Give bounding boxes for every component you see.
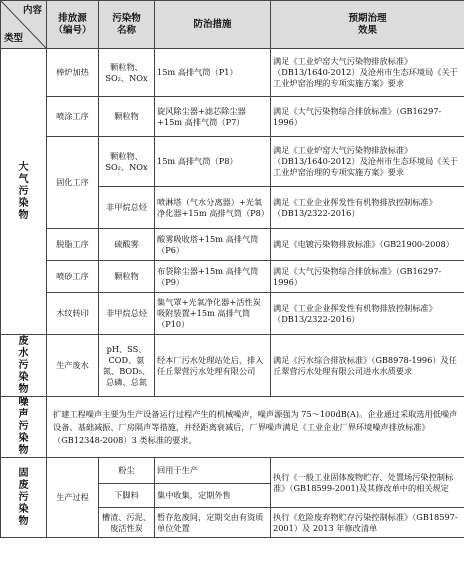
measure-cell: 集中收集，定期外售	[155, 484, 271, 508]
pollutant-cell: 颗粒物	[99, 261, 155, 293]
source-cell: 棒炉加热	[47, 49, 99, 97]
source-cell: 生产过程	[47, 458, 99, 538]
pollutant-cell: 颗粒物、SO₂、NOx	[99, 49, 155, 97]
source-cell: 喷砂工序	[47, 261, 99, 293]
content-label: 内容	[22, 5, 42, 16]
source-cell: 脱脂工序	[47, 229, 99, 261]
pollutant-cell: 颗粒物	[99, 97, 155, 137]
type-label: 类型	[4, 33, 24, 44]
table-row	[1, 137, 464, 187]
effect-cell: 执行《一般工业固体废物贮存、处置场污染控制标准》（GB18599-2001)及其修改单中的相关规定	[271, 458, 464, 508]
pollutant-cell: 非甲烷总烃	[99, 187, 155, 229]
pollutant-cell: 粉尘	[99, 458, 155, 484]
effect-cell: 满足《电镀污染物排放标准》（GB21900-2008）	[271, 229, 464, 261]
measure-cell: 15m 高排气筒（P1）	[155, 49, 271, 97]
table-row	[1, 458, 464, 484]
source-cell: 喷涂工序	[47, 97, 99, 137]
category-noise: 噪 声 污 染 物	[1, 397, 47, 458]
effect-cell: 满足《工业企业挥发性有机物排放控制标准》（DB13/2322-2016）	[271, 187, 464, 229]
pollutant-cell: pH、SS、COD、氨氮、BOD₅、总磷、总氮	[99, 335, 155, 397]
source-cell: 生产废水	[47, 335, 99, 397]
pollutant-cell: 槽渣、污泥、废活性炭	[99, 508, 155, 538]
effect-cell: 满足《工业炉窑大气污染物排放标准》（DB13/1640-2012）及沧州市生态环境局《关于工业炉窑治理的专项实施方案》要求	[271, 137, 464, 187]
measure-cell: 集气罩+光氧净化器+活性炭吸附装置+15m 高排气筒（P10）	[155, 293, 271, 335]
pollutant-cell: 颗粒物、SO₂、NOx	[99, 137, 155, 187]
effect-cell: 满足《污水综合排放标准》（GB8978-1996）及任丘翠营污水处理有限公司进水水质要求	[271, 335, 464, 397]
measure-cell: 暂存危废间，定期交由有资质单位处置	[155, 508, 271, 538]
effect-cell: 满足《工业企业挥发性有机物排放控制标准》（DB13/2322-2016）	[271, 293, 464, 335]
measure-cell: 回用于生产	[155, 458, 271, 484]
table-row	[1, 49, 464, 97]
pollutant-header: 污染物 名称	[99, 1, 155, 49]
table-row	[1, 293, 464, 335]
category-water: 废 水 污 染 物	[1, 335, 47, 397]
table-row	[1, 229, 464, 261]
effect-cell: 满足《工业炉窑大气污染物排放标准》（DB13/1640-2012）及沧州市生态环境局《关于工业炉窑治理的专项实施方案》要求	[271, 49, 464, 97]
measure-cell: 布袋除尘器+15m 高排气筒（P9）	[155, 261, 271, 293]
pollutant-cell: 下脚料	[99, 484, 155, 508]
effect-cell: 满足《大气污染物综合排放标准》（GB16297-1996）	[271, 97, 464, 137]
table-row	[1, 397, 464, 458]
category-air: 大 气 污 染 物	[1, 49, 47, 335]
measure-cell: 旋风除尘器+滤芯除尘器+15m 高排气筒（P7）	[155, 97, 271, 137]
source-header: 排放源 （编号）	[47, 1, 99, 49]
measure-cell: 经本厂污水处理站处后，排入任丘翠营污水处理有限公司	[155, 335, 271, 397]
measure-header: 防治措施	[155, 1, 271, 49]
table-row	[1, 97, 464, 137]
diagonal-header-cell	[1, 1, 47, 49]
source-cell: 木纹转印	[47, 293, 99, 335]
effect-cell: 满足《大气污染物综合排放标准》（GB16297-1996）	[271, 261, 464, 293]
header-row	[1, 1, 464, 49]
pollutant-cell: 非甲烷总烃	[99, 293, 155, 335]
table-row	[1, 261, 464, 293]
table-row	[1, 335, 464, 397]
measure-cell: 喷淋塔（气水分离器）+光氧净化器+15m 高排气筒（P8）	[155, 187, 271, 229]
noise-description: 扩建工程噪声主要为生产设备运行过程产生的机械噪声，噪声源强为 75～100dB(A)。企业通过采取选用低噪声设备、基础减振、厂房隔声等措施，并经距离衰减后，厂界噪声满足《工业企业厂界环境噪声排放标准》（GB12348-2008）3 类标准的要求。	[47, 397, 464, 458]
pollutant-cell: 硫酸雾	[99, 229, 155, 261]
measure-cell: 酸雾吸收塔+15m 高排气筒（P6）	[155, 229, 271, 261]
measure-cell: 15m 高排气筒（P8）	[155, 137, 271, 187]
effect-cell: 执行《危险废弃物贮存污染控制标准》（GB18597-2001）及 2013 年修改清单	[271, 508, 464, 538]
source-cell: 固化工序	[47, 137, 99, 229]
effect-header: 预期治理 效果	[271, 1, 464, 49]
category-solid: 固 废 污 染 物	[1, 458, 47, 538]
